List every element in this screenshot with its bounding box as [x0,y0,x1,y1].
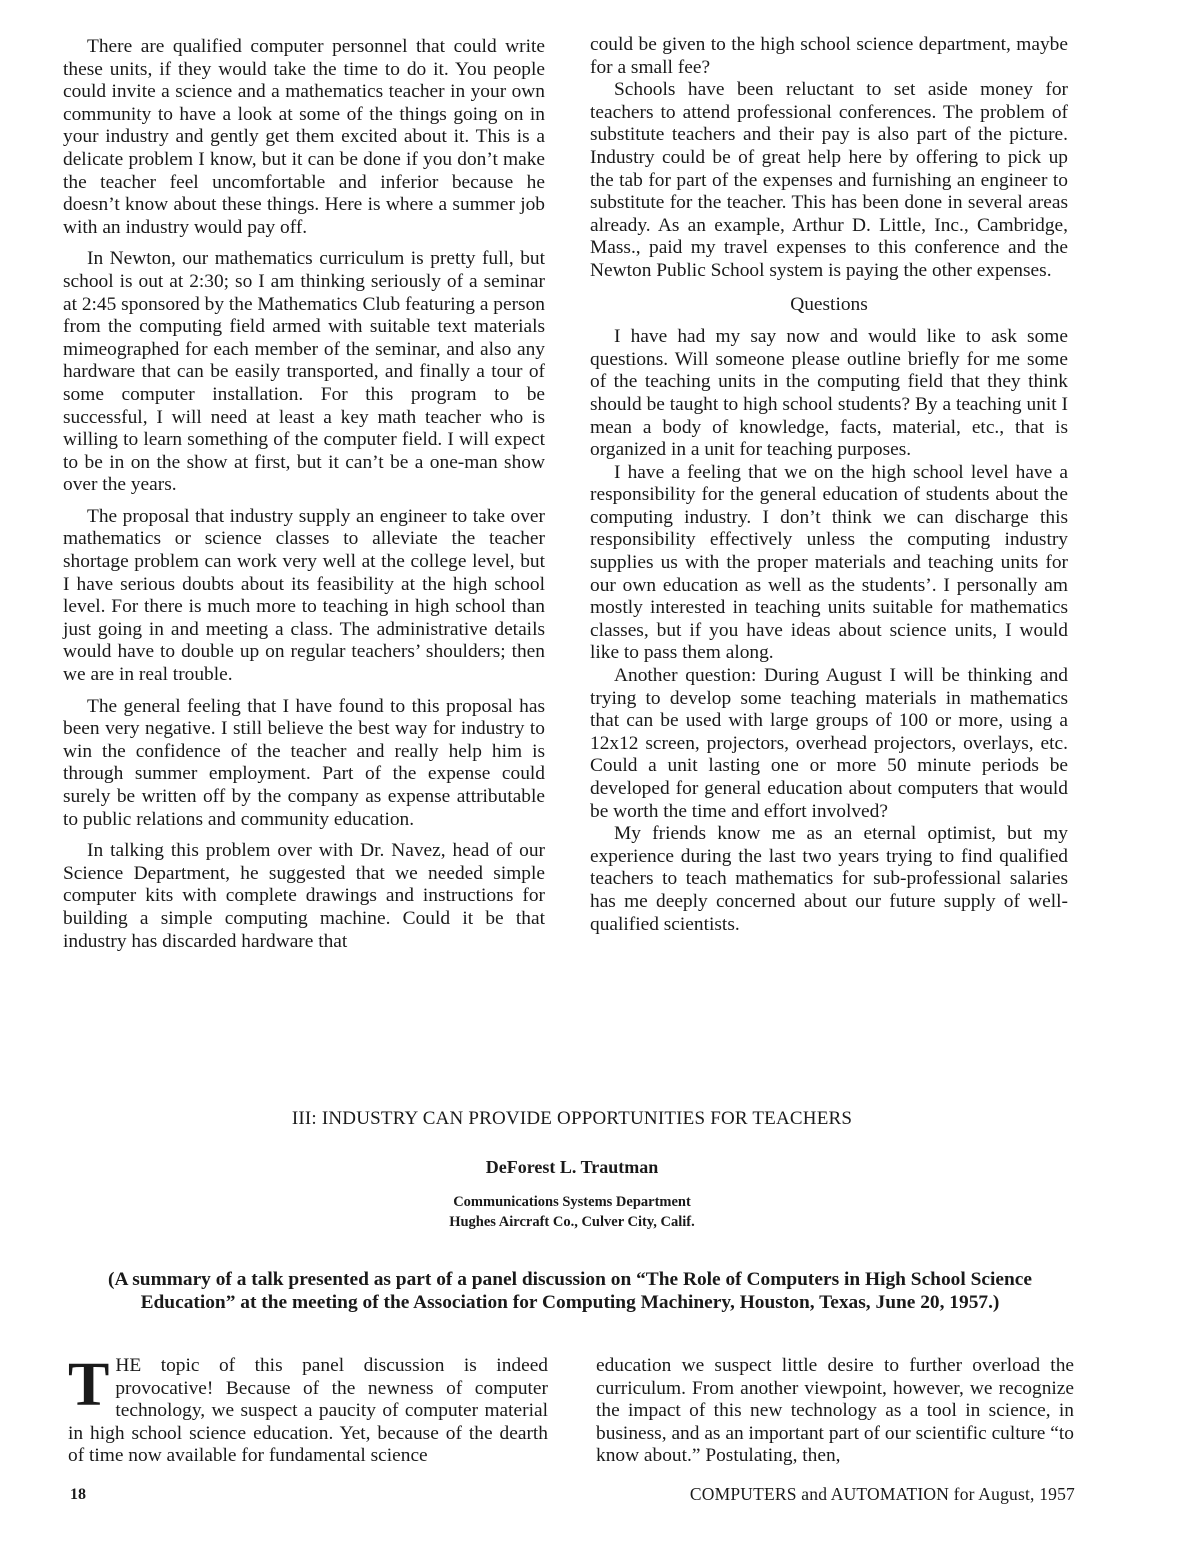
author-name: DeForest L. Trautman [485,1157,659,1177]
talk-summary: (A summary of a talk presented as part of a panel discussion on “The Role of Computers in High School Science Education” at the meeting of the Association for Computing Machinery, Houston, Texas, June 20, 1957.) [108,1269,1032,1313]
paragraph: The proposal that industry supply an engineer to take over mathematics or science classes to alleviate the teacher shortage problem can work very well at the college level, but I have serious doubts about its feasibility at the high school level. For there is much more to teaching in high school than just going in and meeting a class. The administrative details would have to double up on regular teachers’ shoulders; then we are in real trouble. [63,505,545,686]
article-body-left [68,1351,548,1468]
paragraph [68,1351,548,1468]
paragraph: education we suspect little desire to further overload the curriculum. From another viewpoint, however, we recognize the impact of this new technology as a tool in science, in business, and as an important part of our scientific culture “to know about.” Postulating, then, [596,1355,1074,1467]
paragraph: could be given to the high school science department, maybe for a small fee? [590,34,1068,78]
paragraph: The general feeling that I have found to this proposal has been very negative. I still believe the best way for industry to win the confidence of the teacher and really help him is through summer employment. Part of the expense could surely be written off by the company as expense attributable to public relations and community education. [63,695,545,830]
left-column [63,36,545,953]
drop-cap: T [68,1351,110,1419]
paragraph: My friends know me as an eternal optimist, but my experience during the last two years trying to find qualified teachers to teach mathematics for sub-professional salaries has me deeply concerned about our future supply of well-qualified scientists. [590,823,1068,935]
article-body-right [596,1355,1074,1468]
paragraph: In Newton, our mathematics curriculum is pretty full, but school is out at 2:30; so I am thinking seriously of a seminar at 2:45 sponsored by the Mathematics Club featuring a person from the computing field armed with suitable text materials mimeographed for each member of the seminar, and also any hardware that can be easily transported, and finally a tour of some computer installation. For this program to be successful, I will need at least a key math teacher who is willing to learn something of the computer field. I will expect to be in on the show at first, but it can’t be a one-man show over the years. [63,248,545,496]
publication-footer: COMPUTERS and AUTOMATION for August, 1957 [689,1484,1075,1504]
paragraph: I have a feeling that we on the high school level have a responsibility for the general education of students about the computing industry. I don’t think we can discharge this responsibility effectively unless the computing industry supplies us with the proper materials and teaching units for our own education as well as the students’. I personally am mostly interested in teaching units suitable for mathematics classes, but if you have ideas about science units, I would like to pass them along. [590,461,1068,664]
right-column [590,34,1068,936]
paragraph: In talking this problem over with Dr. Navez, head of our Science Department, he suggested that we needed simple computer kits with complete drawings and instructions for building a simple computing machine. Could it be that industry has discarded hardware that [63,840,545,952]
author-affiliation: Communications Systems Department [453,1194,691,1210]
article-heading: III: INDUSTRY CAN PROVIDE OPPORTUNITIES FOR TEACHERS [291,1108,853,1129]
paragraph: Another question: During August I will be thinking and trying to develop some teaching materials in mathematics that can be used with large groups of 100 or more, using a 12x12 screen, projectors, overhead projectors, overlays, etc. Could a unit lasting one or more 50 minute periods be developed for general education about computers that would be worth the time and effort involved? [590,665,1068,822]
section-subheading: Questions [790,293,868,315]
paragraph: There are qualified computer personnel that could write these units, if they would take the time to do it. You people could invite a science and a mathematics teacher in your own community to have a look at some of the things going on in your industry and gently get them excited about it. This is a delicate problem I know, but it can be done if you don’t make the teacher feel uncomfortable and inferior because he doesn’t know about these things. Here is where a summer job with an industry would pay off. [63,36,545,238]
paragraph: Schools have been reluctant to set aside money for teachers to attend professional conferences. The problem of substitute teachers and their pay is also part of the picture. Industry could be of great help here by offering to pick up the tab for part of the expenses and furnishing an engineer to substitute for the teacher. This has been done in several areas already. As an example, Arthur D. Little, Inc., Cambridge, Mass., paid my travel expenses to this conference and the Newton Public School system is paying the other expenses. [590,79,1068,281]
paragraph: I have had my say now and would like to ask some questions. Will someone please outline briefly for me some of the teaching units in the computing field that they think should be taught to high school students? By a teaching unit I mean a body of knowledge, facts, material, etc., that is organized in a unit for teaching purposes. [590,326,1068,461]
author-affiliation: Hughes Aircraft Co., Culver City, Calif. [449,1214,695,1230]
page-number: 18 [70,1486,86,1503]
paragraph-text: HE topic of this panel discussion is indeed provocative! Because of the newness of computer technology, we suspect a paucity of computer material in high school science education. Yet, because of the dearth of time now available for fundamental science [68,1355,548,1467]
